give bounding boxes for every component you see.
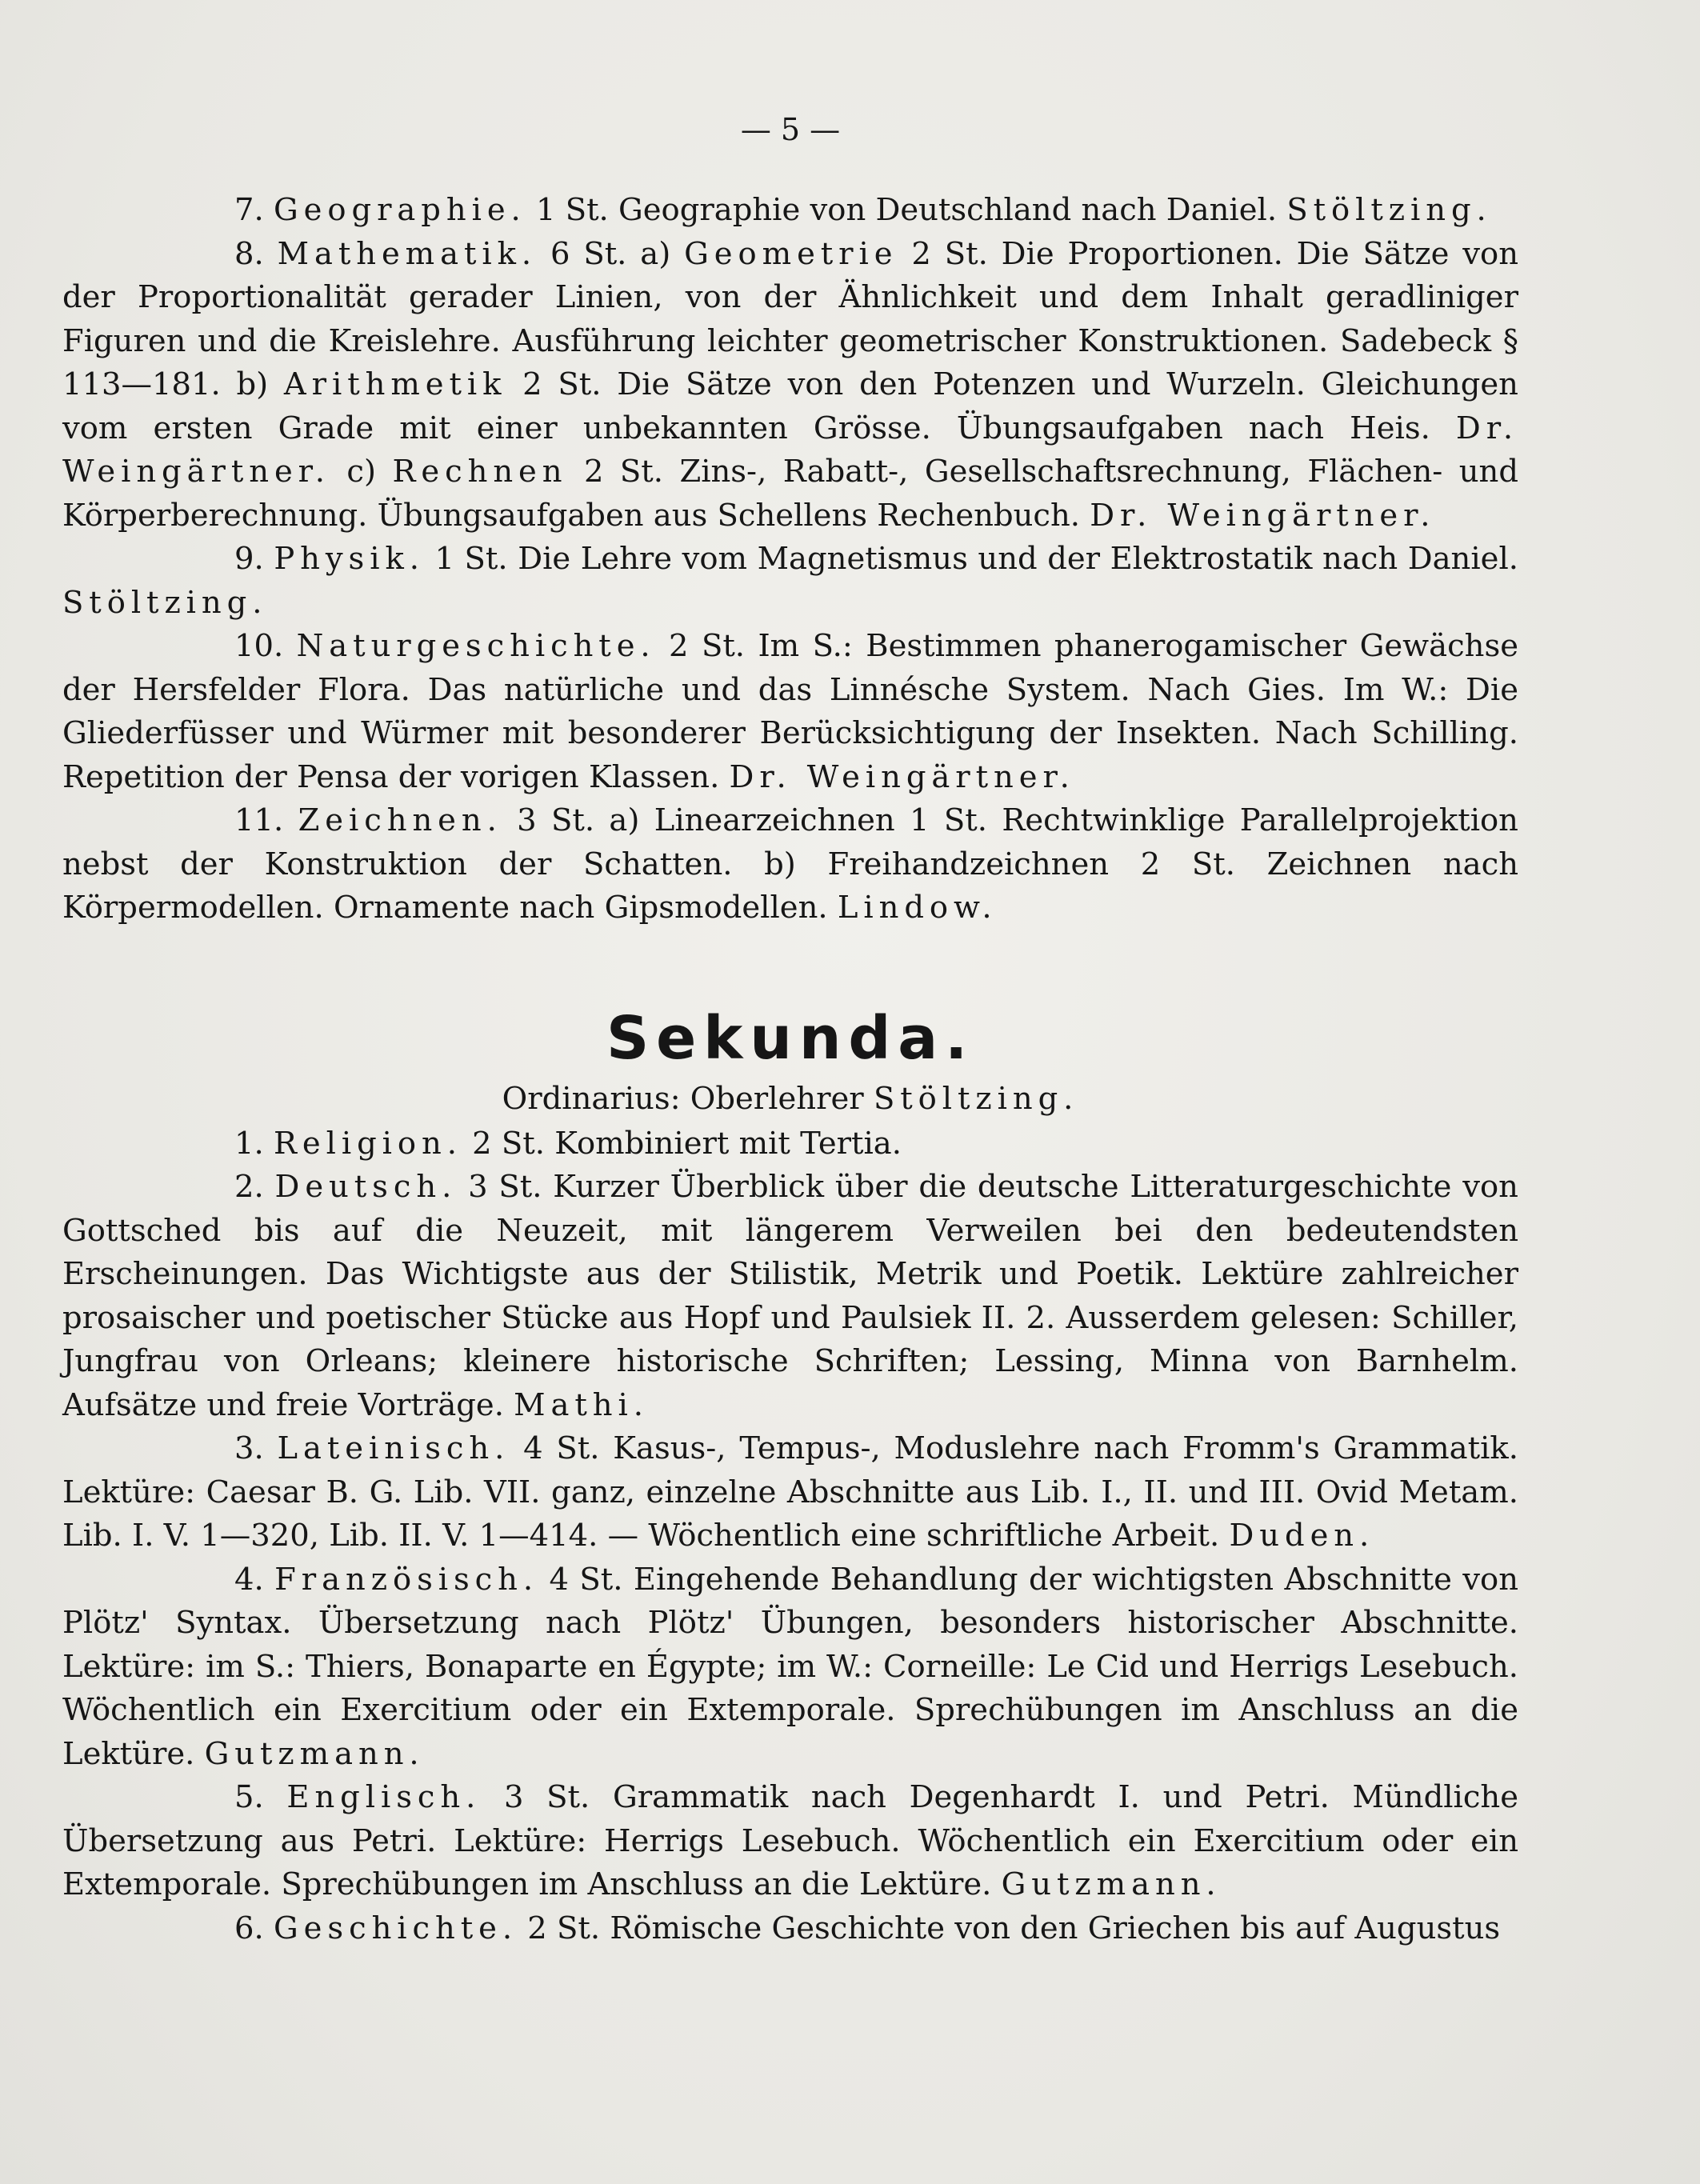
subject-heading: Französisch. bbox=[274, 1561, 539, 1598]
teacher-name: Stöltzing. bbox=[62, 584, 268, 621]
ordinarius-line bbox=[62, 1078, 1518, 1121]
page-content bbox=[62, 112, 1518, 1950]
subject-heading: Englisch. bbox=[286, 1779, 482, 1815]
item-number: 3. bbox=[234, 1430, 264, 1466]
teacher-name: Gutzmann. bbox=[204, 1735, 425, 1772]
paragraph-text: 4 St. Eingehende Behandlung der wichtigsten Abschnitte von Plötz' Syntax. Übersetzung nach Plötz' Übungen, besonders historischer Abschnitte. Lektüre: im S.: Thiers, Bonaparte en Égypte; im W.: Corneille: Le Cid und Herrigs Lesebuch. Wöchentlich ein Exercitium oder ein Extemporale. Sprechübungen im Anschluss an die Lektüre. bbox=[62, 1561, 1518, 1772]
paragraph-lateinisch bbox=[62, 1427, 1518, 1558]
paragraph-text: 3 St. Grammatik nach Degenhardt I. und Petri. Mündliche Übersetzung aus Petri. Lektüre: Herrigs Lesebuch. Wöchentlich ein Exercitium oder ein Extemporale. Sprechübungen im Anschluss an die Lektüre. bbox=[62, 1779, 1518, 1902]
paragraph-zeichnen bbox=[62, 799, 1518, 930]
paragraph-naturgeschichte bbox=[62, 625, 1518, 799]
sub-subject-heading: Geometrie bbox=[684, 235, 898, 272]
paragraph-text: c) bbox=[330, 454, 393, 490]
paragraph-text: 1 St. Die Lehre vom Magnetismus und der Elektrostatik nach Daniel. bbox=[424, 541, 1518, 577]
item-number: 4. bbox=[234, 1561, 264, 1598]
sub-subject-heading: Arithmetik bbox=[283, 366, 507, 402]
subject-heading: Geographie. bbox=[273, 192, 526, 228]
subject-heading: Religion. bbox=[273, 1125, 462, 1162]
item-number: 7. bbox=[234, 192, 264, 228]
subject-heading: Naturgeschichte. bbox=[296, 628, 656, 664]
item-number: 11. bbox=[234, 802, 284, 838]
teacher-name: Duden. bbox=[1229, 1518, 1375, 1554]
teacher-name: Dr. Weingärtner. bbox=[729, 758, 1075, 795]
paragraph-text: 2 St. Römische Geschichte von den Griechen bis auf Augustus bbox=[518, 1910, 1501, 1946]
section-title: Sekunda. bbox=[606, 1003, 975, 1073]
paragraph-physik bbox=[62, 538, 1518, 625]
subject-heading: Physik. bbox=[274, 541, 425, 577]
teacher-name: Dr. Weingärtner. bbox=[62, 410, 1518, 490]
item-number: 6. bbox=[234, 1910, 264, 1946]
item-number: 5. bbox=[234, 1779, 264, 1815]
subject-heading: Geschichte. bbox=[273, 1910, 518, 1946]
paragraph-deutsch bbox=[62, 1166, 1518, 1427]
subject-heading: Mathematik. bbox=[277, 235, 538, 272]
subject-heading: Deutsch. bbox=[274, 1169, 458, 1205]
paragraph-religion bbox=[62, 1122, 1518, 1166]
paragraph-text: 4 St. Kasus-, Tempus-, Moduslehre nach Fromm's Grammatik. Lektüre: Caesar B. G. Lib. VII. ganz, einzelne Abschnitte aus Lib. I., II. und III. Ovid Metam. Lib. I. V. 1—320, Lib. II. V. 1—414. — Wöchentlich eine schriftliche Arbeit. bbox=[62, 1430, 1518, 1554]
paragraph-englisch bbox=[62, 1776, 1518, 1907]
teacher-name: Stöltzing. bbox=[1286, 192, 1492, 228]
paragraph-franzoesisch bbox=[62, 1558, 1518, 1777]
paragraph-text: 3 St. a) Linearzeichnen 1 St. Rechtwinklige Parallelprojektion nebst der Konstruktion der Schatten. b) Freihandzeichnen 2 St. Zeichnen nach Körpermodellen. Ornamente nach Gipsmodellen. bbox=[62, 802, 1518, 926]
paragraph-text: 2 St. Im S.: Bestimmen phanerogamischer Gewächse der Hersfelder Flora. Das natürliche und das Linnésche System. Nach Gies. Im W.: Die Gliederfüsser und Würmer mit besonderer Berücksichtigung der Insekten. Nach Schilling. Repetition der Pensa der vorigen Klassen. bbox=[62, 628, 1518, 795]
paragraph-text: 1 St. Geographie von Deutschland nach Daniel. bbox=[526, 192, 1287, 228]
paragraph-text: 6 St. a) bbox=[537, 235, 685, 272]
paragraph-text: 3 St. Kurzer Überblick über die deutsche Litteraturgeschichte von Gottsched bis auf die Neuzeit, mit längerem Verweilen bei den bedeutendsten Erscheinungen. Das Wichtigste aus der Stilistik, Metrik und Poetik. Lektüre zahlreicher prosaischer und poetischer Stücke aus Hopf und Paulsiek II. 2. Ausserdem gelesen: Schiller, Jungfrau von Orleans; kleinere historische Schriften; Lessing, Minna von Barnhelm. Aufsätze und freie Vorträge. bbox=[62, 1169, 1518, 1423]
teacher-name: Lindow. bbox=[837, 890, 998, 926]
item-number: 1. bbox=[234, 1125, 264, 1162]
paragraph-text: 2 St. Die Proportionen. Die Sätze von der Proportionalität gerader Linien, von der Ähnlichkeit und dem Inhalt geradliniger Figuren und die Kreislehre. Ausführung leichter geometrischer Konstruktionen. Sadebeck § 113—181. b) bbox=[62, 235, 1518, 402]
paragraph-text: 2 St. Kombiniert mit Tertia. bbox=[462, 1125, 902, 1162]
item-number: 8. bbox=[234, 235, 264, 272]
paragraph-geschichte bbox=[62, 1907, 1518, 1951]
item-number: 10. bbox=[234, 628, 284, 664]
paragraph-text: 2 St. Zins-, Rabatt-, Gesellschaftsrechnung, Flächen- und Körperberechnung. Übungsaufgaben aus Schellens Rechenbuch. bbox=[62, 454, 1518, 534]
sub-subject-heading: Rechnen bbox=[392, 454, 568, 490]
item-number: 2. bbox=[234, 1169, 264, 1205]
subject-heading: Lateinisch. bbox=[277, 1430, 510, 1466]
paragraph-text: 2 St. Die Sätze von den Potenzen und Wurzeln. Gleichungen vom ersten Grade mit einer unbekannten Grösse. Übungsaufgaben nach Heis. bbox=[62, 366, 1518, 446]
paragraph-mathematik bbox=[62, 233, 1518, 538]
ordinarius-name: Stöltzing. bbox=[873, 1080, 1079, 1117]
paragraph-geographie bbox=[62, 189, 1518, 233]
teacher-name: Mathi. bbox=[514, 1386, 649, 1423]
page-number: — 5 — bbox=[740, 112, 841, 147]
subject-heading: Zeichnen. bbox=[298, 802, 502, 838]
item-number: 9. bbox=[234, 541, 264, 577]
teacher-name: Dr. Weingärtner. bbox=[1090, 497, 1436, 534]
teacher-name: Gutzmann. bbox=[1001, 1866, 1222, 1902]
ordinarius-label: Ordinarius: Oberlehrer bbox=[502, 1080, 874, 1117]
